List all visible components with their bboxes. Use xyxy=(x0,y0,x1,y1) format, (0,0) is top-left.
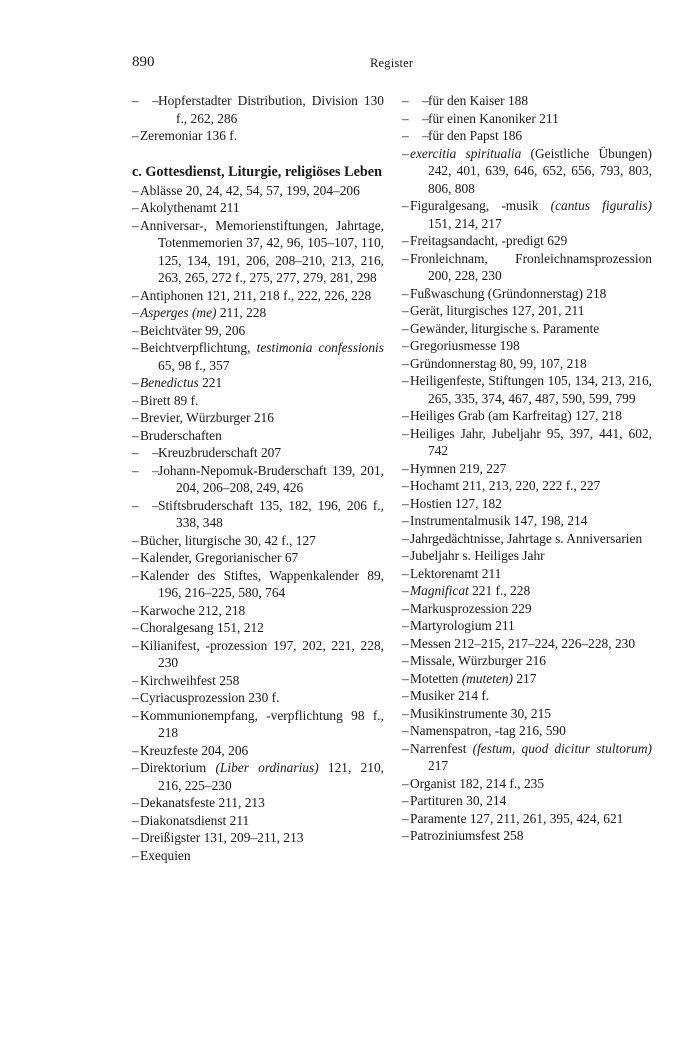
entry-dash: – xyxy=(402,233,409,248)
entry-dash: – xyxy=(402,495,409,511)
index-entry xyxy=(132,374,384,392)
index-entry xyxy=(402,110,652,128)
entry-text xyxy=(140,339,384,374)
entry-dash: – xyxy=(132,128,139,143)
entry-body: Beichtväter 99, 206 xyxy=(140,322,246,338)
entry-text xyxy=(410,740,652,775)
entry-dash: – xyxy=(402,793,409,808)
entry-body: Martyrologium 211 xyxy=(410,618,515,633)
entry-text xyxy=(140,602,384,620)
entry-italic-term: (festum, quod dicitur stultorum) xyxy=(472,740,652,756)
index-entry xyxy=(402,827,652,845)
entry-body: Partituren 30, 214 xyxy=(410,793,507,808)
entry-italic-term: (cantus figuralis) xyxy=(550,198,652,213)
entry-body: Karwoche 212, 218 xyxy=(140,602,246,618)
entry-text xyxy=(410,792,652,810)
entry-text xyxy=(410,407,652,425)
entry-text xyxy=(140,812,384,830)
entry-prefix: Direktorium xyxy=(140,760,216,775)
entry-italic-term: exercitia spiritualia xyxy=(410,145,522,161)
entry-body: 121, 210, 216, 225–230 xyxy=(158,760,385,793)
entry-dash: – xyxy=(402,93,409,108)
entry-body: Hochamt 211, 213, 220, 222 f., 227 xyxy=(410,478,601,493)
entry-dash: – xyxy=(132,707,139,723)
index-entry xyxy=(402,372,652,407)
entry-body: Hostien 127, 182 xyxy=(410,495,502,511)
entry-text xyxy=(140,127,384,145)
entry-text xyxy=(410,687,652,705)
entry-body: Choralgesang 151, 212 xyxy=(140,620,264,635)
index-entry xyxy=(402,687,652,705)
index-entry xyxy=(132,392,384,410)
index-entry xyxy=(132,742,384,760)
entry-dash: – xyxy=(132,287,139,303)
index-entry xyxy=(132,532,384,550)
entry-text xyxy=(410,372,652,407)
entry-body: Missale, Würzburger 216 xyxy=(410,653,546,668)
entry-body: Hymnen 219, 227 xyxy=(410,460,507,476)
entry-body: Kalender des Stiftes, Wappenkalender 89, 196, 216–225, 580, 764 xyxy=(140,567,384,600)
entry-text xyxy=(140,199,384,217)
entry-body: Musikinstrumente 30, 215 xyxy=(410,705,551,721)
entry-text xyxy=(140,287,384,305)
left-top-entries xyxy=(132,92,384,145)
index-entry xyxy=(402,775,652,793)
entry-text xyxy=(140,322,384,340)
index-entry xyxy=(402,407,652,425)
entry-dash: – xyxy=(132,497,139,513)
entry-dash: – xyxy=(132,637,139,653)
index-entry xyxy=(132,812,384,830)
entry-text xyxy=(140,567,384,602)
entry-italic-term: testimonia confessionis xyxy=(256,340,384,355)
entry-text xyxy=(140,549,384,567)
entry-dash: – xyxy=(132,690,139,705)
entry-body: Gewänder, liturgische s. Paramente xyxy=(410,320,600,336)
entry-prefix: Motetten xyxy=(410,670,462,686)
entry-body: Heiligenfeste, Stiftungen 105, 134, 213, 216, 265, 335, 374, 467, 487, 590, 599, 799 xyxy=(410,373,652,406)
entry-dash: – xyxy=(132,620,139,635)
entry-dash: – xyxy=(132,340,139,355)
index-entry xyxy=(402,232,652,250)
index-entry xyxy=(402,355,652,373)
index-entry xyxy=(132,497,384,532)
entry-body: 221 xyxy=(198,375,223,390)
entry-dash: – xyxy=(402,548,409,563)
entry-text xyxy=(158,497,384,532)
index-entry xyxy=(402,565,652,583)
entry-body: Jubeljahr s. Heiliges Jahr xyxy=(410,548,545,563)
entry-text xyxy=(140,829,384,847)
entry-text xyxy=(140,689,384,707)
index-entry xyxy=(132,339,384,374)
index-entry xyxy=(402,600,652,618)
entry-body: Diakonatsdienst 211 xyxy=(140,812,250,828)
entry-dash: – xyxy=(402,408,409,423)
entry-dash: – xyxy=(402,705,409,721)
entry-body: 211, 228 xyxy=(216,305,267,320)
entry-dash: – xyxy=(402,810,409,826)
entry-dash: – xyxy=(132,550,139,565)
entry-dash: – xyxy=(132,830,139,845)
index-entry xyxy=(132,217,384,287)
entry-body: Stiftsbruderschaft 135, 182, 196, 206 f., 338, 348 xyxy=(158,497,384,530)
entry-dash: – xyxy=(402,740,409,756)
entry-text xyxy=(410,302,652,320)
entry-dash: – xyxy=(402,688,409,703)
entry-dash: – xyxy=(402,723,409,738)
entry-text xyxy=(410,512,652,530)
entry-dash: – xyxy=(402,583,409,598)
page-number: 890 xyxy=(132,54,155,70)
entry-body: Gründonnerstag 80, 99, 107, 218 xyxy=(410,355,587,371)
entry-subdash: – xyxy=(152,497,159,513)
entry-text xyxy=(410,197,652,232)
entry-text xyxy=(140,409,384,427)
entry-text xyxy=(410,722,652,740)
entry-subdash: – xyxy=(152,445,159,460)
index-entry xyxy=(132,427,384,445)
index-entry xyxy=(132,182,384,200)
running-head: Register xyxy=(370,56,414,70)
entry-body: Heiliges Jahr, Jubeljahr 95, 397, 441, 602, 742 xyxy=(410,425,652,458)
entry-body: Messen 212–215, 217–224, 226–228, 230 xyxy=(410,635,636,651)
entry-body: 217 xyxy=(428,758,449,773)
entry-dash: – xyxy=(132,322,139,338)
index-entry xyxy=(402,425,652,460)
entry-body: Bücher, liturgische 30, 42 f., 127 xyxy=(140,532,316,548)
entry-italic-term: (muteten) xyxy=(461,670,514,686)
entry-body: Bruderschaften xyxy=(140,427,222,443)
entry-dash: – xyxy=(132,812,139,828)
entry-text xyxy=(140,532,384,550)
entry-text xyxy=(410,635,652,653)
entry-text xyxy=(140,217,384,287)
entry-italic-term: (Liber ordinarius) xyxy=(215,760,319,775)
index-entry xyxy=(132,602,384,620)
entry-body: für den Kaiser 188 xyxy=(428,93,529,108)
entry-text xyxy=(140,847,384,865)
index-entry xyxy=(132,619,384,637)
entry-dash: – xyxy=(132,392,139,408)
entry-subdash: – xyxy=(422,110,429,126)
entry-body: Fronleichnam, Fronleichnamsprozession 200, 228, 230 xyxy=(410,250,652,283)
entry-text xyxy=(410,582,652,600)
index-entry xyxy=(132,794,384,812)
index-entry xyxy=(402,250,652,285)
entry-dash: – xyxy=(132,305,139,320)
entry-text xyxy=(410,705,652,723)
entry-dash: – xyxy=(132,567,139,583)
index-entry xyxy=(132,847,384,865)
entry-prefix: Beichtverpflichtung, xyxy=(140,340,257,355)
entry-text xyxy=(428,92,652,110)
entry-dash: – xyxy=(402,600,409,616)
entry-dash: – xyxy=(132,532,139,548)
entry-body: Hopferstadter Distribution, Division 130 f., 262, 286 xyxy=(158,93,384,126)
entry-dash: – xyxy=(132,445,139,460)
entry-body: Antiphonen 121, 211, 218 f., 222, 226, 228 xyxy=(140,287,372,303)
entry-text xyxy=(410,320,652,338)
entry-text xyxy=(410,495,652,513)
entry-text xyxy=(410,285,652,303)
entry-dash: – xyxy=(132,427,139,443)
entry-body: Ablässe 20, 24, 42, 54, 57, 199, 204–206 xyxy=(140,182,360,198)
entry-dash: – xyxy=(132,410,139,425)
entry-text xyxy=(140,374,384,392)
entry-body: (Geistliche Übungen) 242, 401, 639, 646, 652, 656, 793, 803, 806, 808 xyxy=(428,145,653,196)
entry-dash: – xyxy=(402,828,409,843)
entry-dash: – xyxy=(402,670,409,686)
index-entry xyxy=(402,337,652,355)
entry-italic-term: Magnificat xyxy=(410,583,469,598)
entry-text xyxy=(428,127,652,145)
entry-body: Akolythenamt 211 xyxy=(140,200,240,215)
entry-italic-term: Benedictus xyxy=(140,375,199,390)
entry-text xyxy=(410,337,652,355)
entry-body: Kalender, Gregorianischer 67 xyxy=(140,550,299,565)
entry-text xyxy=(410,827,652,845)
entry-body: Zeremoniar 136 f. xyxy=(140,128,238,143)
index-entry xyxy=(402,547,652,565)
entry-text xyxy=(410,617,652,635)
entry-body: Markusprozession 229 xyxy=(410,600,532,616)
entry-dash: – xyxy=(402,110,409,126)
entry-body: Anniversar-, Memorienstiftungen, Jahrtage, Totenmemorien 37, 42, 96, 105–107, 110, 125, 134, 191, 206, 208–210, 213, 216, 263, 265, 272 f., 275, 277, 279, 281, 298 xyxy=(140,217,384,285)
entry-body: Kommunionempfang, -verpflichtung 98 f., 218 xyxy=(140,707,384,740)
entry-body: Kilianifest, -prozession 197, 202, 221, 228, 230 xyxy=(140,637,384,670)
index-entry xyxy=(402,512,652,530)
entry-body: Paramente 127, 211, 261, 395, 424, 621 xyxy=(410,810,624,826)
index-entry xyxy=(132,672,384,690)
index-entry xyxy=(402,810,652,828)
entry-body: 217 xyxy=(513,670,537,686)
entry-dash: – xyxy=(402,775,409,791)
entry-text xyxy=(410,232,652,250)
entry-text xyxy=(428,110,652,128)
entry-text xyxy=(140,672,384,690)
index-entry xyxy=(132,549,384,567)
index-entry xyxy=(402,705,652,723)
entry-body: Cyriacusprozession 230 f. xyxy=(140,690,280,705)
index-entry xyxy=(132,304,384,322)
entry-italic-term: Asperges (me) xyxy=(140,305,217,320)
index-entry xyxy=(132,322,384,340)
section-heading: c. Gottesdienst, Liturgie, religiöses Leben xyxy=(132,163,382,180)
entry-body: für den Papst 186 xyxy=(428,128,523,143)
entry-text xyxy=(140,304,384,322)
entry-body: 65, 98 f., 357 xyxy=(158,357,230,373)
entry-body: Dreißigster 131, 209–211, 213 xyxy=(140,830,304,845)
entry-body: Instrumentalmusik 147, 198, 214 xyxy=(410,513,588,528)
entry-dash: – xyxy=(402,653,409,668)
entry-body: für einen Kanoniker 211 xyxy=(428,110,559,126)
entry-body: Patroziniumsfest 258 xyxy=(410,828,524,843)
entry-text xyxy=(158,92,384,127)
entry-dash: – xyxy=(132,672,139,688)
entry-body: Freitagsandacht, -predigt 629 xyxy=(410,233,568,248)
entry-dash: – xyxy=(132,93,139,108)
entry-prefix: Narrenfest xyxy=(410,740,473,756)
entry-text xyxy=(410,460,652,478)
entry-dash: – xyxy=(132,760,139,775)
entry-dash: – xyxy=(132,795,139,810)
right-main-entries xyxy=(402,92,652,845)
entry-dash: – xyxy=(402,460,409,476)
entry-subdash: – xyxy=(422,93,429,108)
index-entry xyxy=(402,740,652,775)
entry-body: Jahrgedächtnisse, Jahrtage s. Anniversarien xyxy=(410,530,643,546)
entry-dash: – xyxy=(402,618,409,633)
index-entry xyxy=(132,759,384,794)
entry-body: Lektorenamt 211 xyxy=(410,565,502,581)
entry-text xyxy=(410,810,652,828)
entry-text xyxy=(158,444,384,462)
entry-body: Organist 182, 214 f., 235 xyxy=(410,775,545,791)
entry-dash: – xyxy=(402,355,409,371)
entry-text xyxy=(140,759,384,794)
index-entry xyxy=(132,637,384,672)
entry-dash: – xyxy=(402,565,409,581)
index-entry xyxy=(402,145,652,198)
index-entry xyxy=(132,409,384,427)
entry-dash: – xyxy=(132,847,139,863)
index-entry xyxy=(402,460,652,478)
index-entry xyxy=(402,320,652,338)
entry-dash: – xyxy=(402,425,409,441)
index-entry xyxy=(402,670,652,688)
index-entry xyxy=(132,829,384,847)
entry-text xyxy=(410,425,652,460)
index-entry xyxy=(132,689,384,707)
entry-text xyxy=(410,600,652,618)
entry-body: Kreuzbruderschaft 207 xyxy=(158,445,282,460)
entry-body: Gerät, liturgisches 127, 201, 211 xyxy=(410,303,585,318)
entry-text xyxy=(158,462,384,497)
entry-dash: – xyxy=(402,128,409,143)
entry-text xyxy=(410,250,652,285)
index-entry xyxy=(402,302,652,320)
entry-dash: – xyxy=(402,373,409,388)
entry-dash: – xyxy=(132,462,139,478)
entry-text xyxy=(140,619,384,637)
entry-dash: – xyxy=(132,200,139,215)
entry-dash: – xyxy=(402,250,409,266)
index-entry xyxy=(402,495,652,513)
index-entry xyxy=(402,617,652,635)
entry-text xyxy=(410,547,652,565)
entry-dash: – xyxy=(402,530,409,546)
entry-dash: – xyxy=(402,285,409,301)
entry-dash: – xyxy=(132,217,139,233)
entry-subdash: – xyxy=(152,93,159,108)
index-entry xyxy=(132,444,384,462)
left-column xyxy=(132,92,384,864)
entry-subdash: – xyxy=(152,462,159,478)
index-entry xyxy=(132,92,384,127)
entry-dash: – xyxy=(132,375,139,390)
entry-text xyxy=(410,565,652,583)
index-entry xyxy=(132,707,384,742)
entry-text xyxy=(410,775,652,793)
index-entry xyxy=(402,530,652,548)
index-entry xyxy=(402,477,652,495)
entry-dash: – xyxy=(132,182,139,198)
entry-text xyxy=(140,182,384,200)
index-entry xyxy=(132,199,384,217)
entry-body: Johann-Nepomuk-Bruderschaft 139, 201, 204, 206–208, 249, 426 xyxy=(158,462,384,495)
entry-body: Heiliges Grab (am Karfreitag) 127, 218 xyxy=(410,408,622,423)
entry-text xyxy=(140,392,384,410)
entry-body: Kreuzfeste 204, 206 xyxy=(140,742,249,758)
index-entry xyxy=(132,567,384,602)
entry-subdash: – xyxy=(422,128,429,143)
index-entry xyxy=(402,635,652,653)
right-column xyxy=(402,92,652,845)
entry-dash: – xyxy=(402,338,409,353)
entry-text xyxy=(410,145,652,198)
entry-text xyxy=(140,794,384,812)
entry-text xyxy=(410,670,652,688)
index-entry xyxy=(402,92,652,110)
entry-dash: – xyxy=(132,602,139,618)
index-entry xyxy=(402,722,652,740)
entry-body: Gregoriusmesse 198 xyxy=(410,338,520,353)
entry-text xyxy=(140,427,384,445)
index-entry xyxy=(402,197,652,232)
index-entry xyxy=(402,127,652,145)
entry-text xyxy=(140,637,384,672)
entry-text xyxy=(140,742,384,760)
page-header xyxy=(132,54,652,76)
entry-text xyxy=(410,477,652,495)
index-entry xyxy=(402,285,652,303)
entry-text xyxy=(410,530,652,548)
entry-body: Exequien xyxy=(140,847,191,863)
entry-dash: – xyxy=(402,303,409,318)
entry-dash: – xyxy=(402,145,409,161)
entry-body: Musiker 214 f. xyxy=(410,688,490,703)
index-entry xyxy=(402,582,652,600)
entry-dash: – xyxy=(402,478,409,493)
entry-dash: – xyxy=(402,635,409,651)
entry-body: Kirchweihfest 258 xyxy=(140,672,240,688)
entry-dash: – xyxy=(402,198,409,213)
index-entry xyxy=(132,462,384,497)
entry-dash: – xyxy=(402,320,409,336)
entry-body: 151, 214, 217 xyxy=(428,215,502,231)
entry-body: Birett 89 f. xyxy=(140,392,199,408)
index-entry xyxy=(402,652,652,670)
entry-body: Fußwaschung (Gründonnerstag) 218 xyxy=(410,285,607,301)
entry-dash: – xyxy=(402,513,409,528)
entry-text xyxy=(410,652,652,670)
index-entry xyxy=(402,792,652,810)
entry-body: 221 f., 228 xyxy=(468,583,531,598)
entry-body: Brevier, Würzburger 216 xyxy=(140,410,274,425)
entry-body: Dekanatsfeste 211, 213 xyxy=(140,795,265,810)
index-entry xyxy=(132,287,384,305)
entry-text xyxy=(410,355,652,373)
entry-body: Namenspatron, -tag 216, 590 xyxy=(410,723,566,738)
entry-dash: – xyxy=(132,742,139,758)
left-main-entries xyxy=(132,182,384,865)
index-entry xyxy=(132,127,384,145)
entry-text xyxy=(140,707,384,742)
entry-prefix: Figuralgesang, -musik xyxy=(410,198,551,213)
